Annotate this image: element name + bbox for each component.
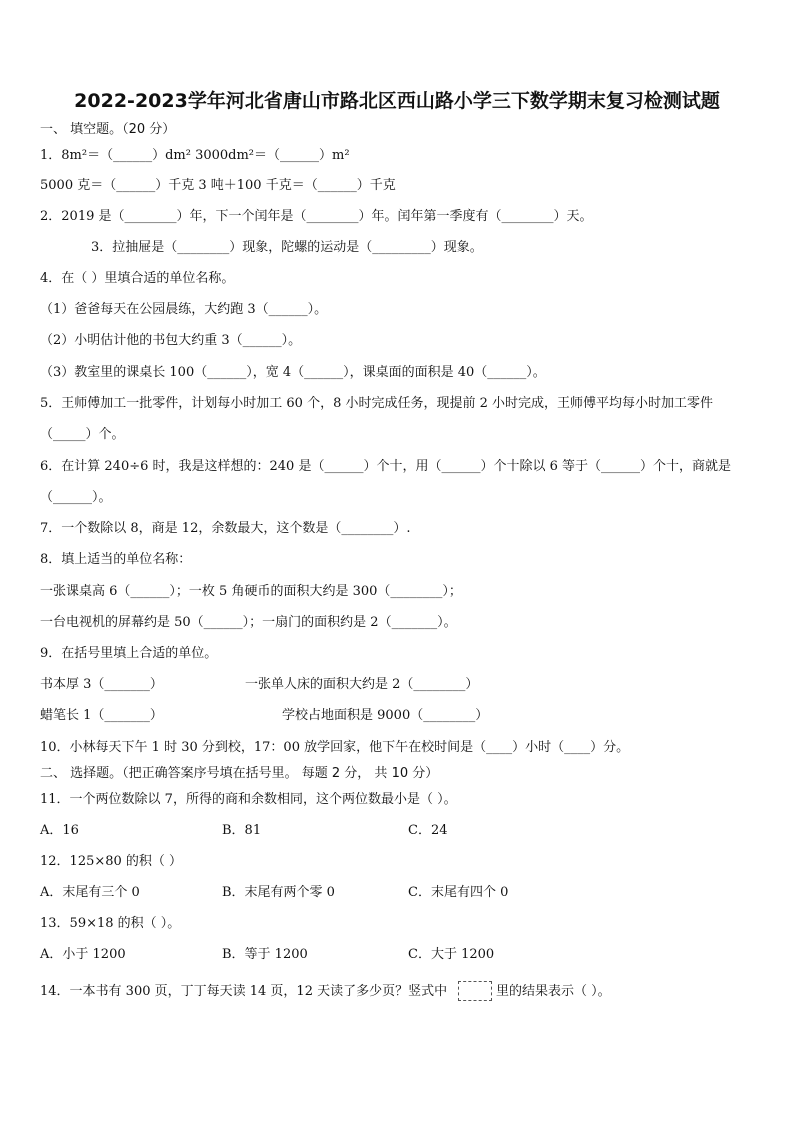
question-9-item-2: 一张单人床的面积大约是 2（________） xyxy=(245,677,479,692)
question-4-item-3: （3）教室里的课桌长 100（______），宽 4（______），课桌面的面积是 40（______）。 xyxy=(40,365,546,380)
question-13-option-b: B．等于 1200 xyxy=(222,947,308,962)
question-11-option-b: B．81 xyxy=(222,823,262,838)
question-9-item-3: 蜡笔长 1（_______） xyxy=(40,708,163,723)
question-5-line-2: （_____）个。 xyxy=(40,427,125,442)
question-1-line-2: 5000 克＝（______）千克 3 吨＋100 千克＝（______）千克 xyxy=(40,178,396,193)
question-5-line-1: 5．王师傅加工一批零件，计划每小时加工 60 个，8 小时完成任务，现提前 2 小时完成，王师傅平均每小时加工零件 xyxy=(40,396,714,411)
question-4-item-1: （1）爸爸每天在公园晨练，大约跑 3（______）。 xyxy=(40,302,328,317)
question-14-part-1: 14．一本书有 300 页，丁丁每天读 14 页，12 天读了多少页？竖式中 xyxy=(40,984,448,999)
question-13-option-a: A．小于 1200 xyxy=(40,947,126,962)
question-12-option-b: B．末尾有两个零 0 xyxy=(222,885,335,900)
question-10: 10．小林每天下午 1 时 30 分到校，17：00 放学回家，他下午在校时间是（____）小时（____）分。 xyxy=(40,740,630,755)
dashed-answer-box xyxy=(458,981,492,1001)
question-12-option-a: A．末尾有三个 0 xyxy=(40,885,140,900)
question-9-item-1: 书本厚 3（_______） xyxy=(40,677,163,692)
question-11-option-a: A．16 xyxy=(40,823,79,838)
question-4-item-2: （2）小明估计他的书包大约重 3（______）。 xyxy=(40,333,302,348)
question-7: 7．一个数除以 8，商是 12，余数最大，这个数是（________）. xyxy=(40,521,411,536)
section-1-heading: 一、 填空题。（20 分） xyxy=(40,122,176,137)
question-6-line-1: 6．在计算 240÷6 时，我是这样想的：240 是（______）个十，用（______）个十除以 6 等于（______）个十，商就是 xyxy=(40,459,731,474)
question-13-option-c: C．大于 1200 xyxy=(408,947,495,962)
question-8-line-2: 一台电视机的屏幕约是 50（______）；一扇门的面积约是 2（_______）。 xyxy=(40,615,457,630)
question-9: 9．在括号里填上合适的单位。 xyxy=(40,646,218,661)
question-4: 4．在（ ）里填合适的单位名称。 xyxy=(40,271,235,286)
page-title: 2022-2023学年河北省唐山市路北区西山路小学三下数学期末复习检测试题 xyxy=(74,90,720,112)
question-11-option-c: C．24 xyxy=(408,823,448,838)
section-2-heading: 二、 选择题。（把正确答案序号填在括号里。 每题 2 分， 共 10 分） xyxy=(40,766,439,781)
question-14-part-2: 里的结果表示（ ）。 xyxy=(496,984,611,999)
question-13: 13．59×18 的积（ ）。 xyxy=(40,916,181,931)
question-8-line-1: 一张课桌高 6（______）；一枚 5 角硬币的面积大约是 300（________）； xyxy=(40,584,462,599)
question-2: 2．2019 是（________）年，下一个闰年是（________）年。闰年第一季度有（________）天。 xyxy=(40,209,593,224)
question-12-option-c: C．末尾有四个 0 xyxy=(408,885,509,900)
question-9-item-4: 学校占地面积是 9000（________） xyxy=(282,708,489,723)
question-1-line-1: 1．8m²＝（______）dm² 3000dm²＝（______）m² xyxy=(40,148,350,163)
question-6-line-2: （______）。 xyxy=(40,490,112,505)
question-12: 12．125×80 的积（ ） xyxy=(40,854,183,869)
question-11: 11．一个两位数除以 7，所得的商和余数相同，这个两位数最小是（ ）。 xyxy=(40,792,457,807)
question-3: 3．拉抽屉是（________）现象，陀螺的运动是（_________）现象。 xyxy=(91,240,483,255)
question-8: 8．填上适当的单位名称： xyxy=(40,552,192,567)
